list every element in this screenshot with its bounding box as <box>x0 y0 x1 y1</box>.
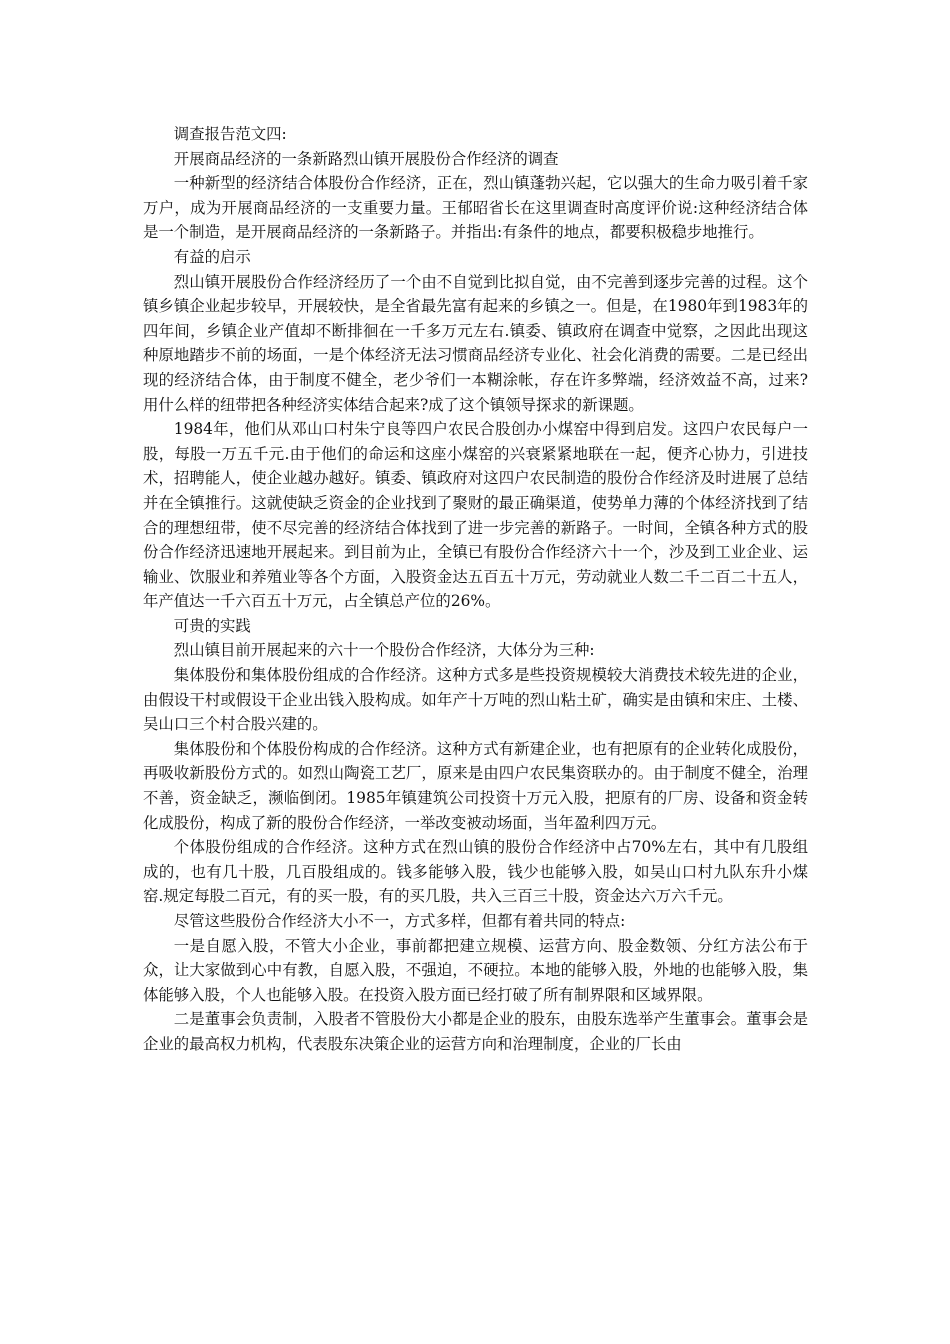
body-paragraph: 二是董事会负责制，入股者不管股份大小都是企业的股东，由股东选举产生董事会。董事会是企业的最高权力机构，代表股东决策企业的运营方向和治理制度，企业的厂长由 <box>143 1010 808 1053</box>
body-paragraph: 尽管这些股份合作经济大小不一，方式多样，但都有着共同的特点: <box>173 912 626 930</box>
body-paragraph: 集体股份和个体股份构成的合作经济。这种方式有新建企业，也有把原有的企业转化成股份，再吸收新股份方式的。如烈山陶瓷工艺厂，原来是由四户农民集资联办的。由于制度不健全，治理不善，资金缺乏，濒临倒闭。1985年镇建筑公司投资十万元入股，把原有的厂房、设备和资金转化成股份，构成了新的股份合作经济，一举改变被动场面，当年盈利四万元。 <box>143 739 808 832</box>
report-heading: 调查报告范文四: <box>173 125 287 143</box>
intro-paragraph: 一种新型的经济结合体股份合作经济，正在，烈山镇蓬勃兴起，它以强大的生命力吸引着千家万户，成为开展商品经济的一支重要力量。王郁昭省长在这里调查时高度评价说:这种经济结合体是一个制造，是开展商品经济的一条新路子。并指出:有条件的地点，都要积极稳步地推行。 <box>143 174 808 242</box>
section-heading-practice: 可贵的实践 <box>173 616 251 635</box>
body-paragraph: 烈山镇开展股份合作经济经历了一个由不自觉到比拟自觉，由不完善到逐步完善的过程。这个镇乡镇企业起步较早，开展较快，是全省最先富有起来的乡镇之一。但是，在1980年到1983年的四年间，乡镇企业产值却不断排徊在一千多万元左右.镇委、镇政府在调查中觉察，之因此出现这种原地踏步不前的场面，一是个体经济无法习惯商品经济专业化、社会化消费的需要。二是已经出现的经济结合体，由于制度不健全，老少爷们一本糊涂帐，存在许多弊端，经济效益不高，过来?用什么样的纽带把各种经济实体结合起来?成了这个镇领导探求的新课题。 <box>143 272 808 414</box>
body-paragraph: 1984年，他们从邓山口村朱宁良等四户农民合股创办小煤窑中得到启发。这四户农民每户一股，每股一万五千元.由于他们的命运和这座小煤窑的兴衰紧紧地联在一起，便齐心协力，引进技术，招聘能人，使企业越办越好。镇委、镇政府对这四户农民制造的股份合作经济及时进展了总结并在全镇推行。这就使缺乏资金的企业找到了聚财的最正确渠道，使势单力薄的个体经济找到了结合的理想纽带，使不尽完善的经济结合体找到了进一步完善的新路子。一时间，全镇各种方式的股份合作经济迅速地开展起来。到目前为止，全镇已有股份合作经济六十一个，沙及到工业企业、运输业、饮服业和养殖业等各个方面，入股资金达五百五十万元，劳动就业人数二千二百二十五人，年产值达一千六百五十万元，占全镇总产位的26%。 <box>143 420 808 611</box>
body-paragraph: 烈山镇目前开展起来的六十一个股份合作经济，大体分为三种: <box>173 641 595 660</box>
document-body <box>143 122 808 1057</box>
section-heading-inspiration: 有益的启示 <box>173 247 251 266</box>
body-paragraph: 集体股份和集体股份组成的合作经济。这种方式多是些投资规模较大消费技术较先进的企业，由假设干村或假设干企业出钱入股构成。如年产十万吨的烈山粘土矿，确实是由镇和宋庄、土楼、吴山口三个村合股兴建的。 <box>143 666 808 734</box>
body-paragraph: 一是自愿入股，不管大小企业，事前都把建立规模、运营方向、股金数领、分红方法公布于众，让大家做到心中有教，自愿入股，不强迫，不硬拉。本地的能够入股，外地的也能够入股，集体能够入股，个人也能够入股。在投资入股方面已经打破了所有制界限和区域界限。 <box>143 936 808 1004</box>
body-paragraph: 个体股份组成的合作经济。这种方式在烈山镇的股份合作经济中占70%左右，其中有几股组成的，也有几十股，几百股组成的。钱多能够入股，钱少也能够入股，如吴山口村九队东升小煤窑.规定每股二百元，有的买一股，有的买几股，共入三百三十股，资金达六万六千元。 <box>143 838 808 906</box>
report-title: 开展商品经济的一条新路烈山镇开展股份合作经济的调查 <box>173 149 559 168</box>
